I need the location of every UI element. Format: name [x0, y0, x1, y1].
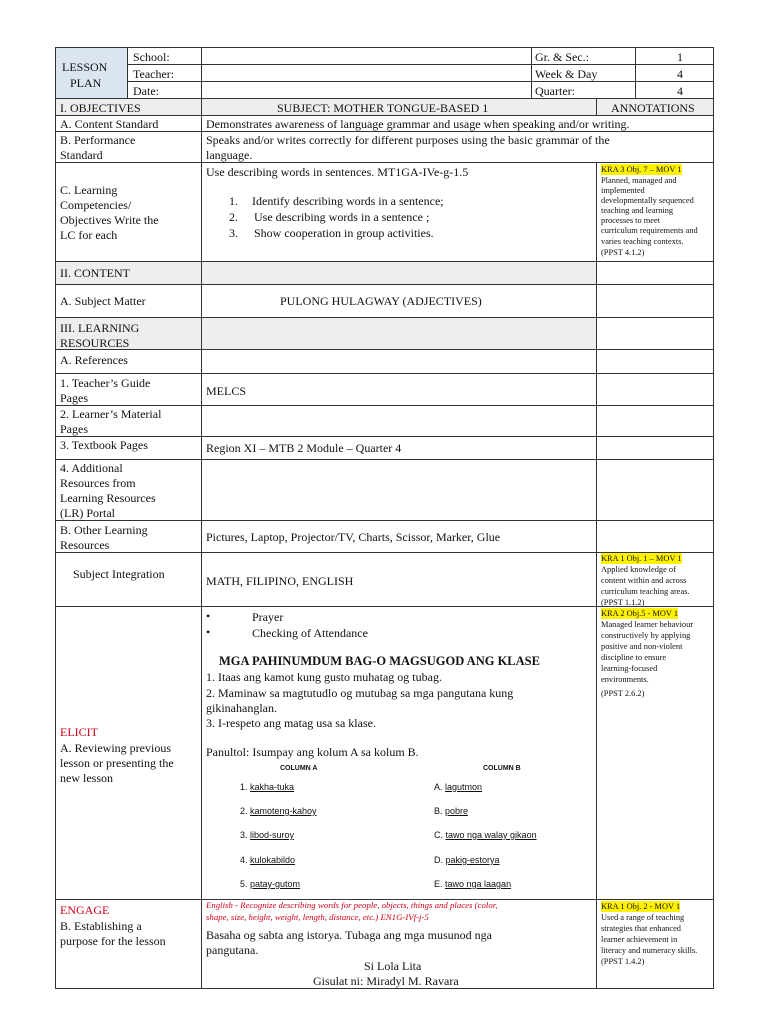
column-b-header: COLUMN B [483, 765, 521, 772]
school-label: School: [133, 50, 170, 64]
kra-text: processes to meet [601, 216, 661, 225]
column-b-item[interactable]: B. pobre [434, 806, 469, 816]
english-note: English - Recognize describing words for people, objects, things and places (color, [206, 900, 498, 910]
content-mid-cell [201, 261, 597, 285]
elicit-bullet: Prayer [252, 610, 284, 624]
kra-text: (PPST 1.1.2) [601, 598, 645, 607]
kra-text: Applied knowledge of [601, 565, 676, 574]
add-ann-cell [596, 459, 714, 521]
references-ann-cell [596, 349, 714, 374]
other-label: B. Other Learning [60, 523, 148, 537]
kra-text: positive and non-violent [601, 642, 683, 651]
resources-mid-cell [201, 317, 597, 350]
elicit-heading: ELICIT [60, 725, 98, 739]
kra-text: environments. [601, 675, 649, 684]
lesson-plan-title-2: PLAN [70, 76, 102, 90]
kra-tag: KRA 1 Obj. 2 - MOV 1 [601, 902, 681, 911]
column-a-item[interactable]: 1. kakha-tuka [240, 782, 295, 792]
kra-text: learner achievement in [601, 935, 678, 944]
grade-label: Gr. & Sec.: [535, 50, 589, 64]
content-standard-label: A. Content Standard [60, 117, 159, 131]
lc-label-cell [55, 162, 202, 262]
performance-text-2: language. [206, 148, 253, 162]
lc-item-num: 1. [229, 194, 238, 208]
elicit-label: A. Reviewing previous [60, 741, 171, 755]
subject-title: SUBJECT: MOTHER TONGUE-BASED 1 [277, 101, 489, 115]
kra-text: learning-focused [601, 664, 658, 673]
other-value: Pictures, Laptop, Projector/TV, Charts, Scissor, Marker, Glue [206, 530, 501, 544]
column-b-item[interactable]: C. tawo nga walay gikaon [434, 830, 537, 840]
integration-value: MATH, FILIPINO, ENGLISH [206, 574, 354, 588]
kra-text: curriculum teaching areas. [601, 587, 690, 596]
kra-text: literacy and numeracy skills. [601, 946, 698, 955]
column-a-header: COLUMN A [280, 765, 318, 772]
column-a-item[interactable]: 3. libod-suroy [240, 830, 295, 840]
column-b-item[interactable]: E. tawo nga laagan [434, 879, 512, 889]
references-value-cell [201, 349, 597, 374]
kra-text: Managed learner behaviour [601, 620, 694, 629]
kra-text: Planned, managed and [601, 176, 677, 185]
kra-text: Used a range of teaching [601, 913, 685, 922]
date-value-cell[interactable] [201, 81, 532, 99]
grade-value: 1 [677, 50, 683, 64]
bullet-icon: • [206, 609, 211, 623]
elicit-label: lesson or presenting the [60, 756, 174, 770]
other-ann-cell [596, 520, 714, 553]
rule-line: gikinahanglan. [206, 701, 277, 715]
column-a-item[interactable]: 4. kulokabildo [240, 855, 296, 865]
quarter-value-cell[interactable] [635, 81, 714, 99]
subject-matter-label: A. Subject Matter [60, 294, 146, 308]
annotations-heading: ANNOTATIONS [611, 101, 695, 115]
lm-value-cell [201, 405, 597, 437]
lc-code: Use describing words in sentences. MT1GA-IVe-g-1.5 [206, 165, 469, 179]
tg-ann-cell [596, 373, 714, 406]
performance-label-2: Standard [60, 148, 103, 162]
quarter-label: Quarter: [535, 84, 575, 98]
tg-label-2: Pages [60, 391, 88, 405]
lc-label: LC for each [60, 228, 118, 242]
elicit-bullet: Checking of Attendance [252, 626, 368, 640]
other-label-2: Resources [60, 538, 110, 552]
kra-text: curriculum requirements and [601, 226, 698, 235]
english-note: shape, size, height, weight, length, distance, etc.) EN1G-IVf-j-5 [206, 912, 429, 922]
lc-item: Identify describing words in a sentence; [252, 194, 444, 208]
subject-matter-ann-cell [596, 284, 714, 318]
panultol: Panultol: Isumpay ang kolum A sa kolum B. [206, 745, 419, 759]
integration-label: Subject Integration [73, 567, 165, 581]
column-b-item[interactable]: A. lagutmon [434, 782, 483, 792]
tb-ann-cell [596, 436, 714, 460]
rules-title: MGA PAHINUMDUM BAG-O MAGSUGOD ANG KLASE [219, 654, 540, 668]
performance-text: Speaks and/or writes correctly for different purposes using the basic grammar of the [206, 133, 610, 147]
resources-heading: III. LEARNING [60, 321, 140, 335]
resources-heading-2: RESOURCES [60, 336, 130, 350]
story-author: Gisulat ni: Miradyl M. Ravara [313, 974, 459, 988]
lm-ann-cell [596, 405, 714, 437]
references-label: A. References [60, 353, 128, 367]
column-b-item[interactable]: D. pakig-estorya [434, 855, 500, 865]
kra-text: content within and across [601, 576, 687, 585]
objectives-heading: I. OBJECTIVES [60, 101, 141, 115]
kra-text: strategies that enhanced [601, 924, 681, 933]
rule-line: 1. Itaas ang kamot kung gusto muhatag og tubag. [206, 670, 442, 684]
column-a-item[interactable]: 5. patay-gutom [240, 879, 301, 889]
kra-tag: KRA 3 Obj. 7 – MOV 1 [601, 165, 682, 174]
resources-ann-cell [596, 317, 714, 350]
story-title: Si Lola Lita [364, 959, 422, 973]
add-label: Resources from [60, 476, 136, 490]
kra-tag: KRA 1 Obj. 1 – MOV 1 [601, 554, 682, 563]
lm-label: 2. Learner’s Material [60, 407, 162, 421]
engage-body: Basaha og sabta ang istorya. Tubaga ang mga musunod nga [206, 928, 492, 942]
tg-label: 1. Teacher’s Guide [60, 376, 151, 390]
lc-item: Show cooperation in group activities. [254, 226, 434, 240]
lesson-plan-title: LESSON [62, 60, 108, 74]
add-label: 4. Additional [60, 461, 123, 475]
rule-line: 2. Maminaw sa magtutudlo og mutubag sa mga pangutana kung [206, 686, 514, 700]
engage-label: B. Establishing a [60, 919, 142, 933]
kra-text: implemented [601, 186, 645, 195]
tg-value-cell [201, 373, 597, 406]
school-value-cell[interactable] [201, 47, 532, 65]
quarter-value: 4 [677, 84, 683, 98]
kra-text: (PPST 1.4.2) [601, 957, 645, 966]
kra-text: (PPST 4.1.2) [601, 248, 645, 257]
teacher-value-cell[interactable] [201, 64, 532, 82]
content-standard-text: Demonstrates awareness of language grammar and usage when speaking and/or writing. [206, 117, 630, 131]
kra-text: varies teaching contexts. [601, 237, 684, 246]
content-heading: II. CONTENT [60, 266, 130, 280]
week-value-cell[interactable] [635, 64, 714, 82]
engage-label: purpose for the lesson [60, 934, 166, 948]
add-label: (LR) Portal [60, 506, 115, 520]
bullet-icon: • [206, 625, 211, 639]
lc-item-num: 2. [229, 210, 238, 224]
tb-value: Region XI – MTB 2 Module – Quarter 4 [206, 441, 402, 455]
week-label: Week & Day [535, 67, 598, 81]
rule-line: 3. I-respeto ang matag usa sa klase. [206, 716, 376, 730]
lc-label: Competencies/ [60, 198, 132, 212]
add-label: Learning Resources [60, 491, 156, 505]
lm-label-2: Pages [60, 422, 88, 436]
add-value-cell [201, 459, 597, 521]
tg-value: MELCS [206, 384, 247, 398]
column-a-item[interactable]: 2. kamoteng-kahoy [240, 806, 317, 816]
engage-body: pangutana. [206, 943, 259, 957]
engage-heading: ENGAGE [60, 903, 110, 917]
lc-item-num: 3. [229, 226, 238, 240]
subject-matter: PULONG HULAGWAY (ADJECTIVES) [280, 294, 482, 308]
kra-text: discipline to ensure [601, 653, 667, 662]
lc-label: Objectives Write the [60, 213, 159, 227]
kra-text: teaching and learning [601, 206, 674, 215]
elicit-label: new lesson [60, 771, 113, 785]
lc-label: C. Learning [60, 183, 118, 197]
tb-label: 3. Textbook Pages [60, 438, 148, 452]
kra-tag: KRA 2 Obj.5 - MOV 1 [601, 609, 679, 618]
kra-text: (PPST 2.6.2) [601, 689, 645, 698]
lc-item: Use describing words in a sentence ; [254, 210, 430, 224]
date-label: Date: [133, 84, 159, 98]
kra-text: developmentally sequenced [601, 196, 694, 205]
grade-value-cell[interactable] [635, 47, 714, 65]
kra-text: constructively by applying [601, 631, 691, 640]
week-value: 4 [677, 67, 683, 81]
content-ann-cell [596, 261, 714, 285]
teacher-label: Teacher: [133, 67, 175, 81]
performance-label: B. Performance [60, 133, 136, 147]
